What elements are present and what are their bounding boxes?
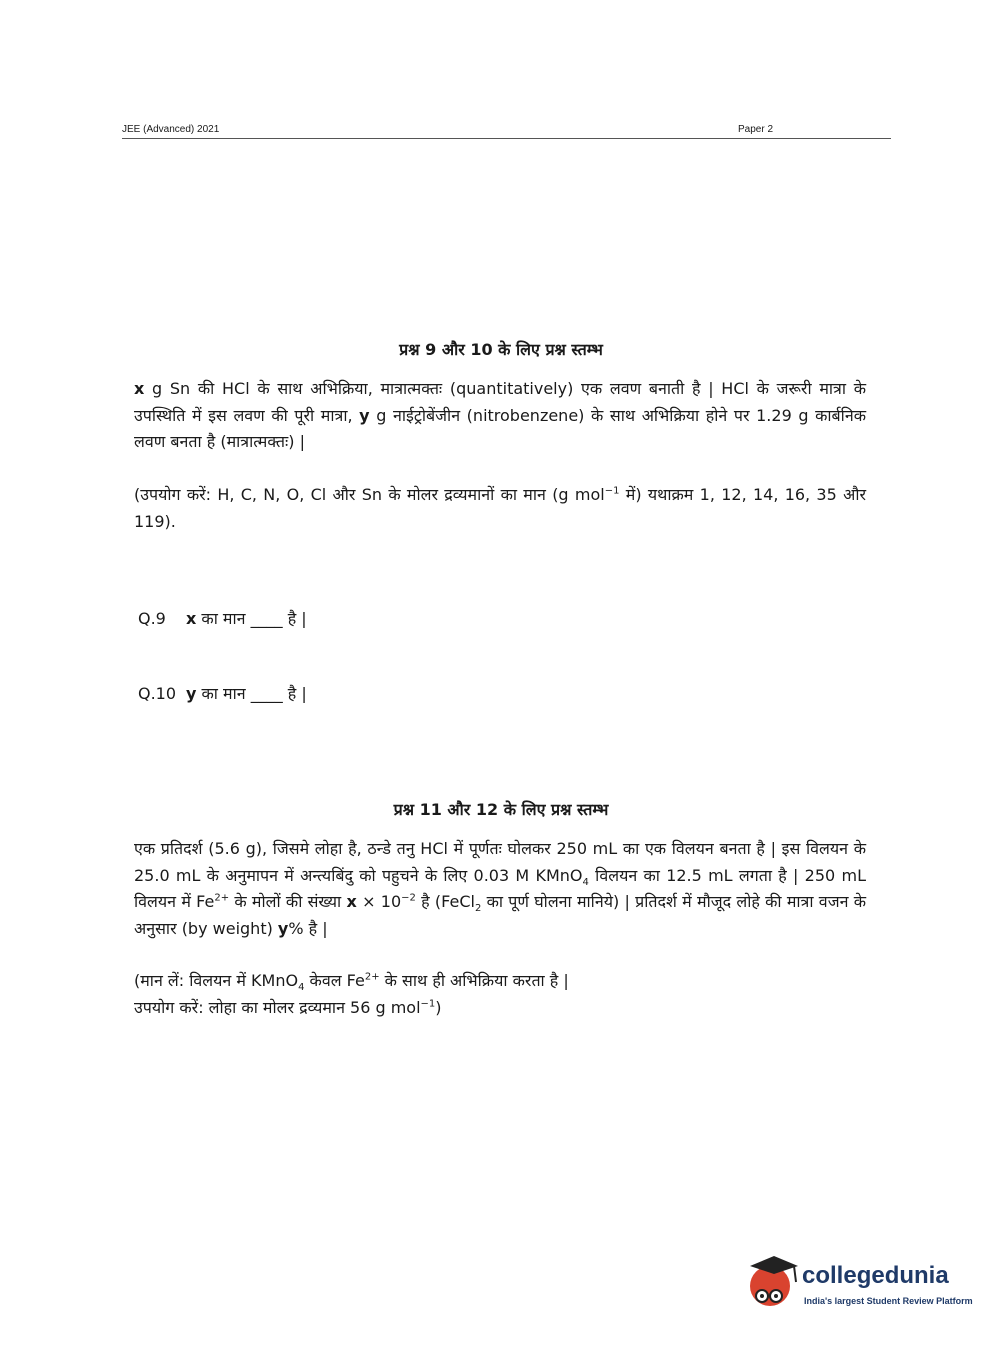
var-y: y [359, 405, 370, 425]
section-title-q9-10: प्रश्न 9 और 10 के लिए प्रश्न स्तम्भ [399, 340, 603, 359]
use-note-q9-10: (उपयोग करें: H, C, N, O, Cl और Sn के मोलर द्रव्यमानों का मान (g mol$^{-1}$ में) यथाक्रम 1, 12, 14, 16, 35 और 119). [134, 485, 867, 531]
section-title-q11-12: प्रश्न 11 और 12 के लिए प्रश्न स्तम्भ [393, 800, 609, 819]
assumption-note: (मान लें: विलयन में KMnO$_4$ केवल $Fe^{2+}$ के साथ ही अभिक्रिया करता है | [134, 971, 569, 994]
exam-name: JEE (Advanced) 2021 [122, 124, 220, 135]
logo-tagline: India's largest Student Review Platform [804, 1296, 973, 1306]
molar-mass-note: उपयोग करें: लोहा का मोलर द्रव्यमान 56 g mol$^{-1}$) [134, 998, 442, 1017]
paper-number: Paper 2 [738, 124, 774, 135]
mascot-icon [744, 1252, 800, 1314]
collegedunia-logo [744, 1252, 974, 1314]
question-9: Q.9 x का मान ____ है | [138, 609, 307, 628]
passage-q11-12: एक प्रतिदर्श (5.6 g), जिसमे लोहा है, ठन्डे तनु HCl में पूर्णतः घोलकर 250 mL का एक विलयन बनता है | इस विलयन के 25.0 mL के अनुमापन में अन्त्यबिंदु को पहुचने के लिए 0.03 M KMnO$_4$ विलयन का 12.5 mL लगता है | 250 mL विलयन में $Fe^{2+}$ के मोलों की संख्या $x \times 10^{-2}$ है (FeCl$_2$ का पूर्ण घोलना मानिये) | प्रतिदर्श में मौजूद लोहे की मात्रा वजन के अनुसार (by weight) y% है | [134, 839, 867, 938]
var-x: x [134, 379, 145, 398]
logo-wordmark: collegedunia [802, 1262, 949, 1289]
question-10: Q.10 y का मान ____ है | [138, 684, 307, 703]
page-header [122, 122, 891, 139]
passage-q9-10: x g Sn की HCl के साथ अभिक्रिया, मात्रात्मक्तः (quantitatively) एक लवण बनाती है | HCl के जरूरी मात्रा के उपस्थिति में इस लवण की पूरी मात्रा, y g नाईट्रोबेंजीन (nitrobenzene) के साथ अभिक्रिया होने पर 1.29 g कार्बनिक लवण बनता है (मात्रात्मक्तः) | [134, 379, 866, 451]
